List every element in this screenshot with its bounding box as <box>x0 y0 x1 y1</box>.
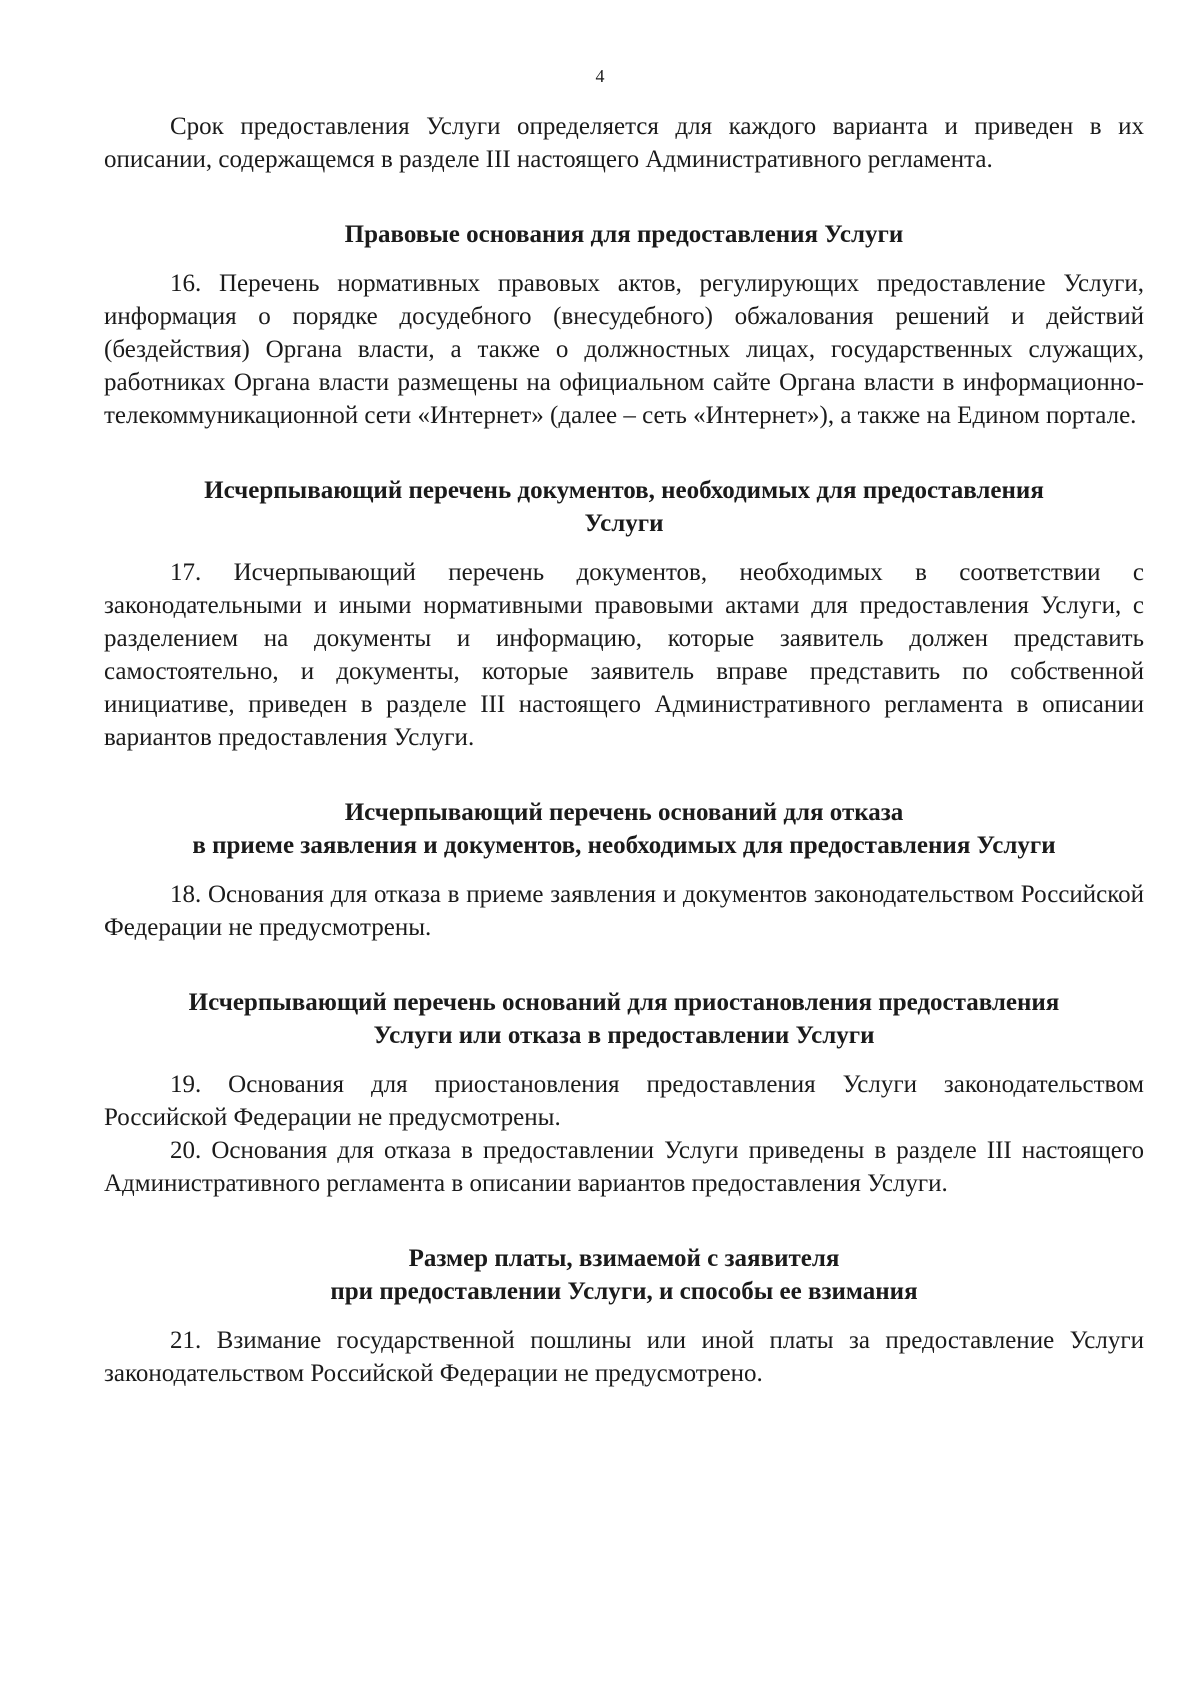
paragraph-21: 21. Взимание государственной пошлины или иной платы за предоставление Услуги законодательством Российской Федерации не предусмотрено. <box>104 1327 1144 1387</box>
paragraph-20: 20. Основания для отказа в предоставлении Услуги приведены в разделе III настоящего Административного регламента в описании вариантов предоставления Услуги. <box>104 1137 1144 1197</box>
heading-fee <box>104 1242 1144 1308</box>
paragraph-19: 19. Основания для приостановления предоставления Услуги законодательством Российской Федерации не предусмотрены. <box>104 1071 1144 1131</box>
paragraph-16: 16. Перечень нормативных правовых актов, регулирующих предоставление Услуги, информация о порядке досудебного (внесудебного) обжалования решений и действий (бездействия) Органа власти, а также о должностных лицах, государственных служащих, работниках Органа власти размещены на официальном сайте Органа власти в информационно-телекоммуникационной сети «Интернет» (далее – сеть «Интернет»), а также на Едином портале. <box>104 270 1144 429</box>
heading-documents-list <box>104 474 1144 540</box>
paragraph-term: Срок предоставления Услуги определяется для каждого варианта и приведен в их описании, содержащемся в разделе III настоящего Административного регламента. <box>104 113 1144 173</box>
document-body <box>104 110 1144 1390</box>
paragraph-17: 17. Исчерпывающий перечень документов, необходимых в соответствии с законодательными и иными нормативными правовыми актами для предоставления Услуги, с разделением на документы и информацию, которые заявитель должен представить самостоятельно, и документы, которые заявитель вправе представить по собственной инициативе, приведен в разделе III настоящего Административного регламента в описании вариантов предоставления Услуги. <box>104 559 1144 751</box>
heading-line: Исчерпывающий перечень оснований для отказа <box>344 799 904 826</box>
heading-suspension-refusal <box>104 986 1144 1052</box>
paragraph-18: 18. Основания для отказа в приеме заявления и документов законодательством Российской Федерации не предусмотрены. <box>104 881 1144 941</box>
heading-line: при предоставлении Услуги, и способы ее взимания <box>330 1278 918 1305</box>
heading-line: в приеме заявления и документов, необходимых для предоставления Услуги <box>192 832 1056 859</box>
heading-line: Исчерпывающий перечень оснований для приостановления предоставления <box>188 989 1060 1016</box>
heading-legal-grounds <box>104 218 1144 251</box>
heading-refusal-acceptance <box>104 796 1144 862</box>
heading-line: Услуги <box>584 510 664 537</box>
heading-line: Исчерпывающий перечень документов, необходимых для предоставления <box>204 477 1044 504</box>
heading-line: Услуги или отказа в предоставлении Услуги <box>373 1022 875 1049</box>
heading-line: Правовые основания для предоставления Услуги <box>344 221 904 248</box>
page-number: 4 <box>595 66 605 86</box>
heading-line: Размер платы, взимаемой с заявителя <box>408 1245 840 1272</box>
